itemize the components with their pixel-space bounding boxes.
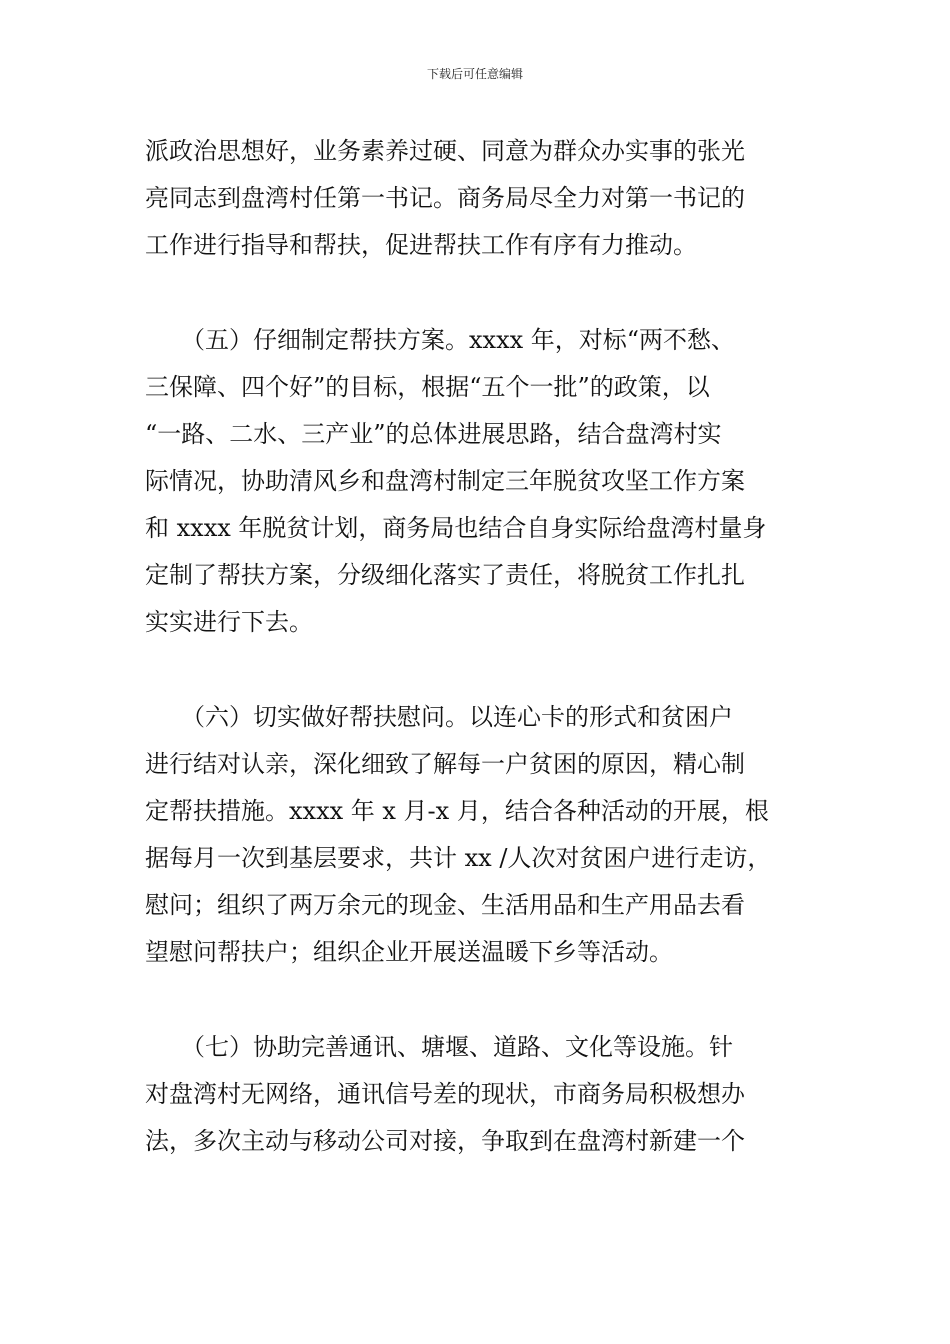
- text-line: 三保障、四个好”的目标，根据“五个一批”的政策，以: [145, 373, 710, 401]
- text-line: （六）切实做好帮扶慰问。以连心卡的形式和贫困户: [145, 703, 733, 731]
- text-line: 法，多次主动与移动公司对接，争取到在盘湾村新建一个: [145, 1127, 745, 1155]
- text-line: 慰问；组织了两万余元的现金、生活用品和生产用品去看: [145, 891, 745, 919]
- text-line: 实实进行下去。: [145, 608, 313, 636]
- text-line: 工作进行指导和帮扶，促进帮扶工作有序有力推动。: [145, 231, 697, 259]
- text-line: 对盘湾村无网络，通讯信号差的现状，市商务局积极想办: [145, 1080, 745, 1108]
- text-line: （七）协助完善通讯、塘堰、道路、文化等设施。针: [145, 1033, 733, 1061]
- paragraph-section-7: [145, 1024, 817, 1165]
- paragraph-section-5: [145, 317, 817, 646]
- document-body: [145, 128, 817, 1165]
- text-line: 派政治思想好，业务素养过硬、同意为群众办实事的张光: [145, 137, 745, 165]
- paragraph-spacer: [145, 269, 817, 317]
- paragraph-section-6: [145, 694, 817, 976]
- text-line: 进行结对认亲，深化细致了解每一户贫困的原因，精心制: [145, 750, 745, 778]
- paragraph-first-secretary: [145, 128, 817, 269]
- paragraph-spacer: [145, 646, 817, 694]
- paragraph-spacer: [145, 976, 817, 1024]
- text-line: 和 xxxx 年脱贫计划，商务局也结合自身实际给盘湾村量身: [145, 514, 767, 542]
- text-line: 亮同志到盘湾村任第一书记。商务局尽全力对第一书记的: [145, 184, 745, 212]
- text-line: （五）仔细制定帮扶方案。xxxx 年，对标“两不愁、: [145, 326, 736, 354]
- text-line: 据每月一次到基层要求，共计 xx /人次对贫困户进行走访，: [145, 844, 772, 872]
- text-line: “一路、二水、三产业”的总体进展思路，结合盘湾村实: [145, 420, 722, 448]
- text-line: 定帮扶措施。xxxx 年 x 月-x 月，结合各种活动的开展，根: [145, 797, 769, 825]
- text-line: 定制了帮扶方案，分级细化落实了责任，将脱贫工作扎扎: [145, 561, 745, 589]
- page-header: 下载后可任意编辑: [426, 67, 523, 81]
- text-line: 望慰问帮扶户；组织企业开展送温暖下乡等活动。: [145, 938, 673, 966]
- text-line: 际情况，协助清风乡和盘湾村制定三年脱贫攻坚工作方案: [145, 467, 745, 495]
